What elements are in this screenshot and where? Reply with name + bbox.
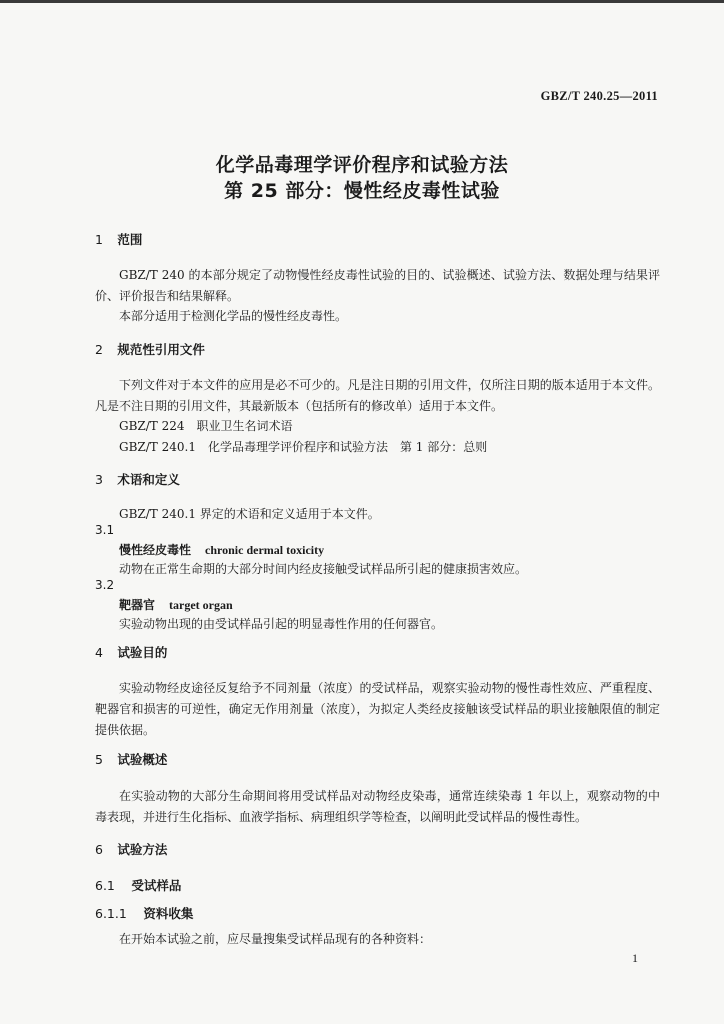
section-1-paragraph-1: GBZ/T 240 的本部分规定了动物慢性经皮毒性试验的目的、试验概述、试验方法、数据处理与结果评价、评价报告和结果解释。: [95, 268, 660, 303]
section-1-paragraph-2: 本部分适用于检测化学品的慢性经皮毒性。: [119, 309, 348, 323]
subsection-title: 受试样品: [131, 878, 182, 893]
section-title: 术语和定义: [117, 472, 180, 487]
section-number: 1: [95, 232, 103, 247]
section-title: 试验方法: [117, 842, 168, 857]
term-3-1: [119, 541, 324, 558]
term-3-2-definition: 实验动物出现的由受试样品引起的明显毒性作用的任何器官。: [119, 617, 444, 631]
term-3-1-definition: 动物在正常生命期的大部分时间内经皮接触受试样品所引起的健康损害效应。: [119, 562, 528, 576]
section-6-paragraph-1: 在开始本试验之前，应尽量搜集受试样品现有的各种资料：: [119, 932, 432, 946]
section-number: 2: [95, 342, 103, 357]
section-title: 范围: [117, 232, 143, 247]
subsection-number: 6.1: [95, 878, 115, 893]
section-heading-1: [95, 230, 142, 248]
section-heading-4: [95, 643, 167, 661]
document-title: 化学品毒理学评价程序和试验方法: [215, 154, 509, 176]
top-rule: [0, 0, 724, 3]
section-title: 规范性引用文件: [117, 342, 205, 357]
section-5-paragraph-1: 在实验动物的大部分生命期间将用受试样品对动物经皮染毒，通常连续染毒 1 年以上，观察动物的中毒表现，并进行生化指标、血液学指标、病理组织学等检查，以阐明此受试样品的慢性毒性。: [95, 789, 660, 824]
section-3-paragraph-1: GBZ/T 240.1 界定的术语和定义适用于本文件。: [119, 507, 380, 521]
term-3-2: [119, 596, 233, 613]
standard-code: GBZ/T 240.25—2011: [540, 89, 658, 103]
term-en: target organ: [169, 598, 233, 612]
section-number: 6: [95, 842, 103, 857]
page-number: 1: [632, 951, 638, 965]
section-number: 5: [95, 752, 103, 767]
term-zh: 慢性经皮毒性: [119, 543, 192, 557]
section-title: 试验目的: [117, 645, 168, 660]
normative-reference-2: GBZ/T 240.1 化学品毒理学评价程序和试验方法 第 1 部分：总则: [119, 440, 488, 454]
section-heading-2: [95, 340, 205, 358]
term-number-3-2: 3.2: [95, 578, 115, 592]
subsection-heading-6-1-1: [95, 904, 193, 922]
section-4-paragraph-1: 实验动物经皮途径反复给予不同剂量（浓度）的受试样品，观察实验动物的慢性毒性效应、严重程度、靶器官和损害的可逆性，确定无作用剂量（浓度），为拟定人类经皮接触该受试样品的职业接触限值的制定提供依据。: [95, 681, 660, 737]
subsection-number: 6.1.1: [95, 906, 127, 921]
document-subtitle: 第 25 部分：慢性经皮毒性试验: [224, 180, 500, 202]
section-title: 试验概述: [117, 752, 168, 767]
section-heading-6: [95, 840, 167, 858]
subsection-title: 资料收集: [143, 906, 194, 921]
section-number: 3: [95, 472, 103, 487]
term-zh: 靶器官: [119, 598, 156, 612]
section-heading-3: [95, 470, 180, 488]
subsection-heading-6-1: [95, 876, 181, 894]
section-2-paragraph-1: 下列文件对于本文件的应用是必不可少的。凡是注日期的引用文件，仅所注日期的版本适用于本文件。凡是不注日期的引用文件，其最新版本（包括所有的修改单）适用于本文件。: [95, 378, 660, 413]
section-number: 4: [95, 645, 103, 660]
term-en: chronic dermal toxicity: [205, 543, 325, 557]
section-heading-5: [95, 750, 167, 768]
term-number-3-1: 3.1: [95, 523, 115, 537]
normative-reference-1: GBZ/T 224 职业卫生名词术语: [119, 419, 293, 433]
